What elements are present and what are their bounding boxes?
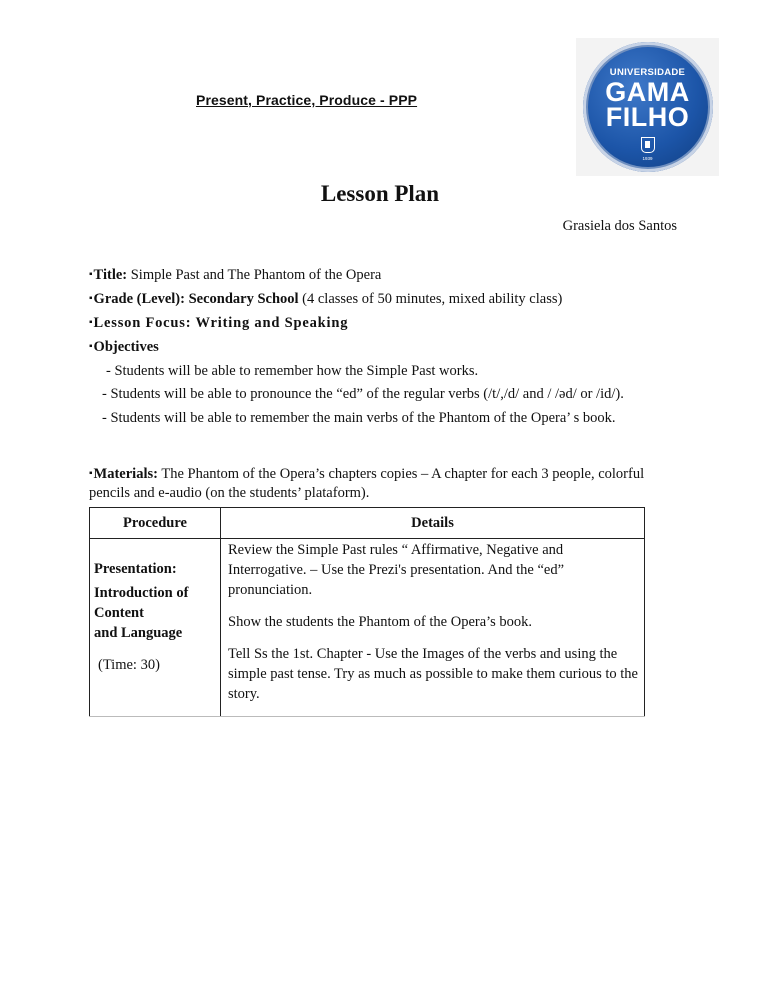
crest-icon	[641, 137, 655, 153]
author-name: Grasiela dos Santos	[562, 218, 677, 234]
page-title: Lesson Plan	[320, 181, 440, 206]
stage-sub-2: and Language	[94, 625, 183, 641]
stage-sub-1: Introduction of Content	[94, 585, 189, 621]
lesson-focus-line	[89, 315, 348, 332]
stage-label: Presentation:	[94, 561, 177, 577]
bullet-icon: ▪	[89, 317, 93, 328]
logo-year: 1939	[642, 156, 653, 161]
bullet-icon: ▪	[89, 293, 93, 304]
procedure-cell	[90, 539, 221, 717]
details-paragraph: Tell Ss the 1st. Chapter - Use the Images of the verbs and using the simple past tense. Try as much as possible to make them curious to the story.	[228, 646, 638, 702]
lesson-title-line	[89, 267, 381, 284]
details-cell	[221, 539, 645, 717]
materials-paragraph	[89, 464, 679, 503]
procedure-table	[89, 507, 645, 717]
stage-time: (Time: 30)	[98, 657, 160, 673]
details-paragraph: Review the Simple Past rules “ Affirmative, Negative and Interrogative. – Use the Prezi's presentation. And the “ed” pronunciation.	[228, 542, 564, 598]
grade-value: (4 classes of 50 minutes, mixed ability class)	[298, 291, 563, 307]
details-paragraph: Show the students the Phantom of the Opera’s book.	[228, 614, 533, 630]
bullet-icon: ▪	[89, 468, 93, 479]
title-label: Title:	[93, 267, 128, 283]
title-value: Simple Past and The Phantom of the Opera	[127, 267, 382, 283]
table-row	[90, 539, 645, 717]
document-header-title: Present, Practice, Produce - PPP	[196, 92, 418, 108]
logo-seal	[583, 42, 713, 172]
table-header-row	[90, 508, 645, 539]
logo-text-filho: FILHO	[605, 102, 690, 132]
column-header-details: Details	[221, 508, 645, 539]
materials-label: Materials:	[93, 466, 158, 482]
bullet-icon: ▪	[89, 341, 93, 352]
column-header-procedure: Procedure	[90, 508, 221, 539]
grade-line	[89, 291, 562, 308]
objective-item: - Students will be able to remember the main verbs of the Phantom of the Opera’ s book.	[102, 410, 616, 426]
objective-item: - Students will be able to remember how the Simple Past works.	[106, 363, 479, 379]
university-logo	[576, 38, 719, 176]
materials-value: The Phantom of the Opera’s chapters copies – A chapter for each 3 people, colorful pencils and e-audio (on the students’ plataform).	[89, 466, 645, 501]
objectives-label: Objectives	[93, 339, 159, 355]
logo-text-universidade: UNIVERSIDADE	[609, 67, 686, 78]
lesson-focus: Lesson Focus: Writing and Speaking	[93, 315, 349, 331]
bullet-icon: ▪	[89, 269, 93, 280]
logo-text-gama: GAMA	[605, 77, 690, 107]
objectives-heading	[89, 339, 159, 356]
grade-label: Grade (Level): Secondary School	[93, 291, 299, 307]
objective-item: - Students will be able to pronounce the “ed” of the regular verbs (/t/,/d/ and / /əd/ or /id/).	[102, 386, 624, 402]
